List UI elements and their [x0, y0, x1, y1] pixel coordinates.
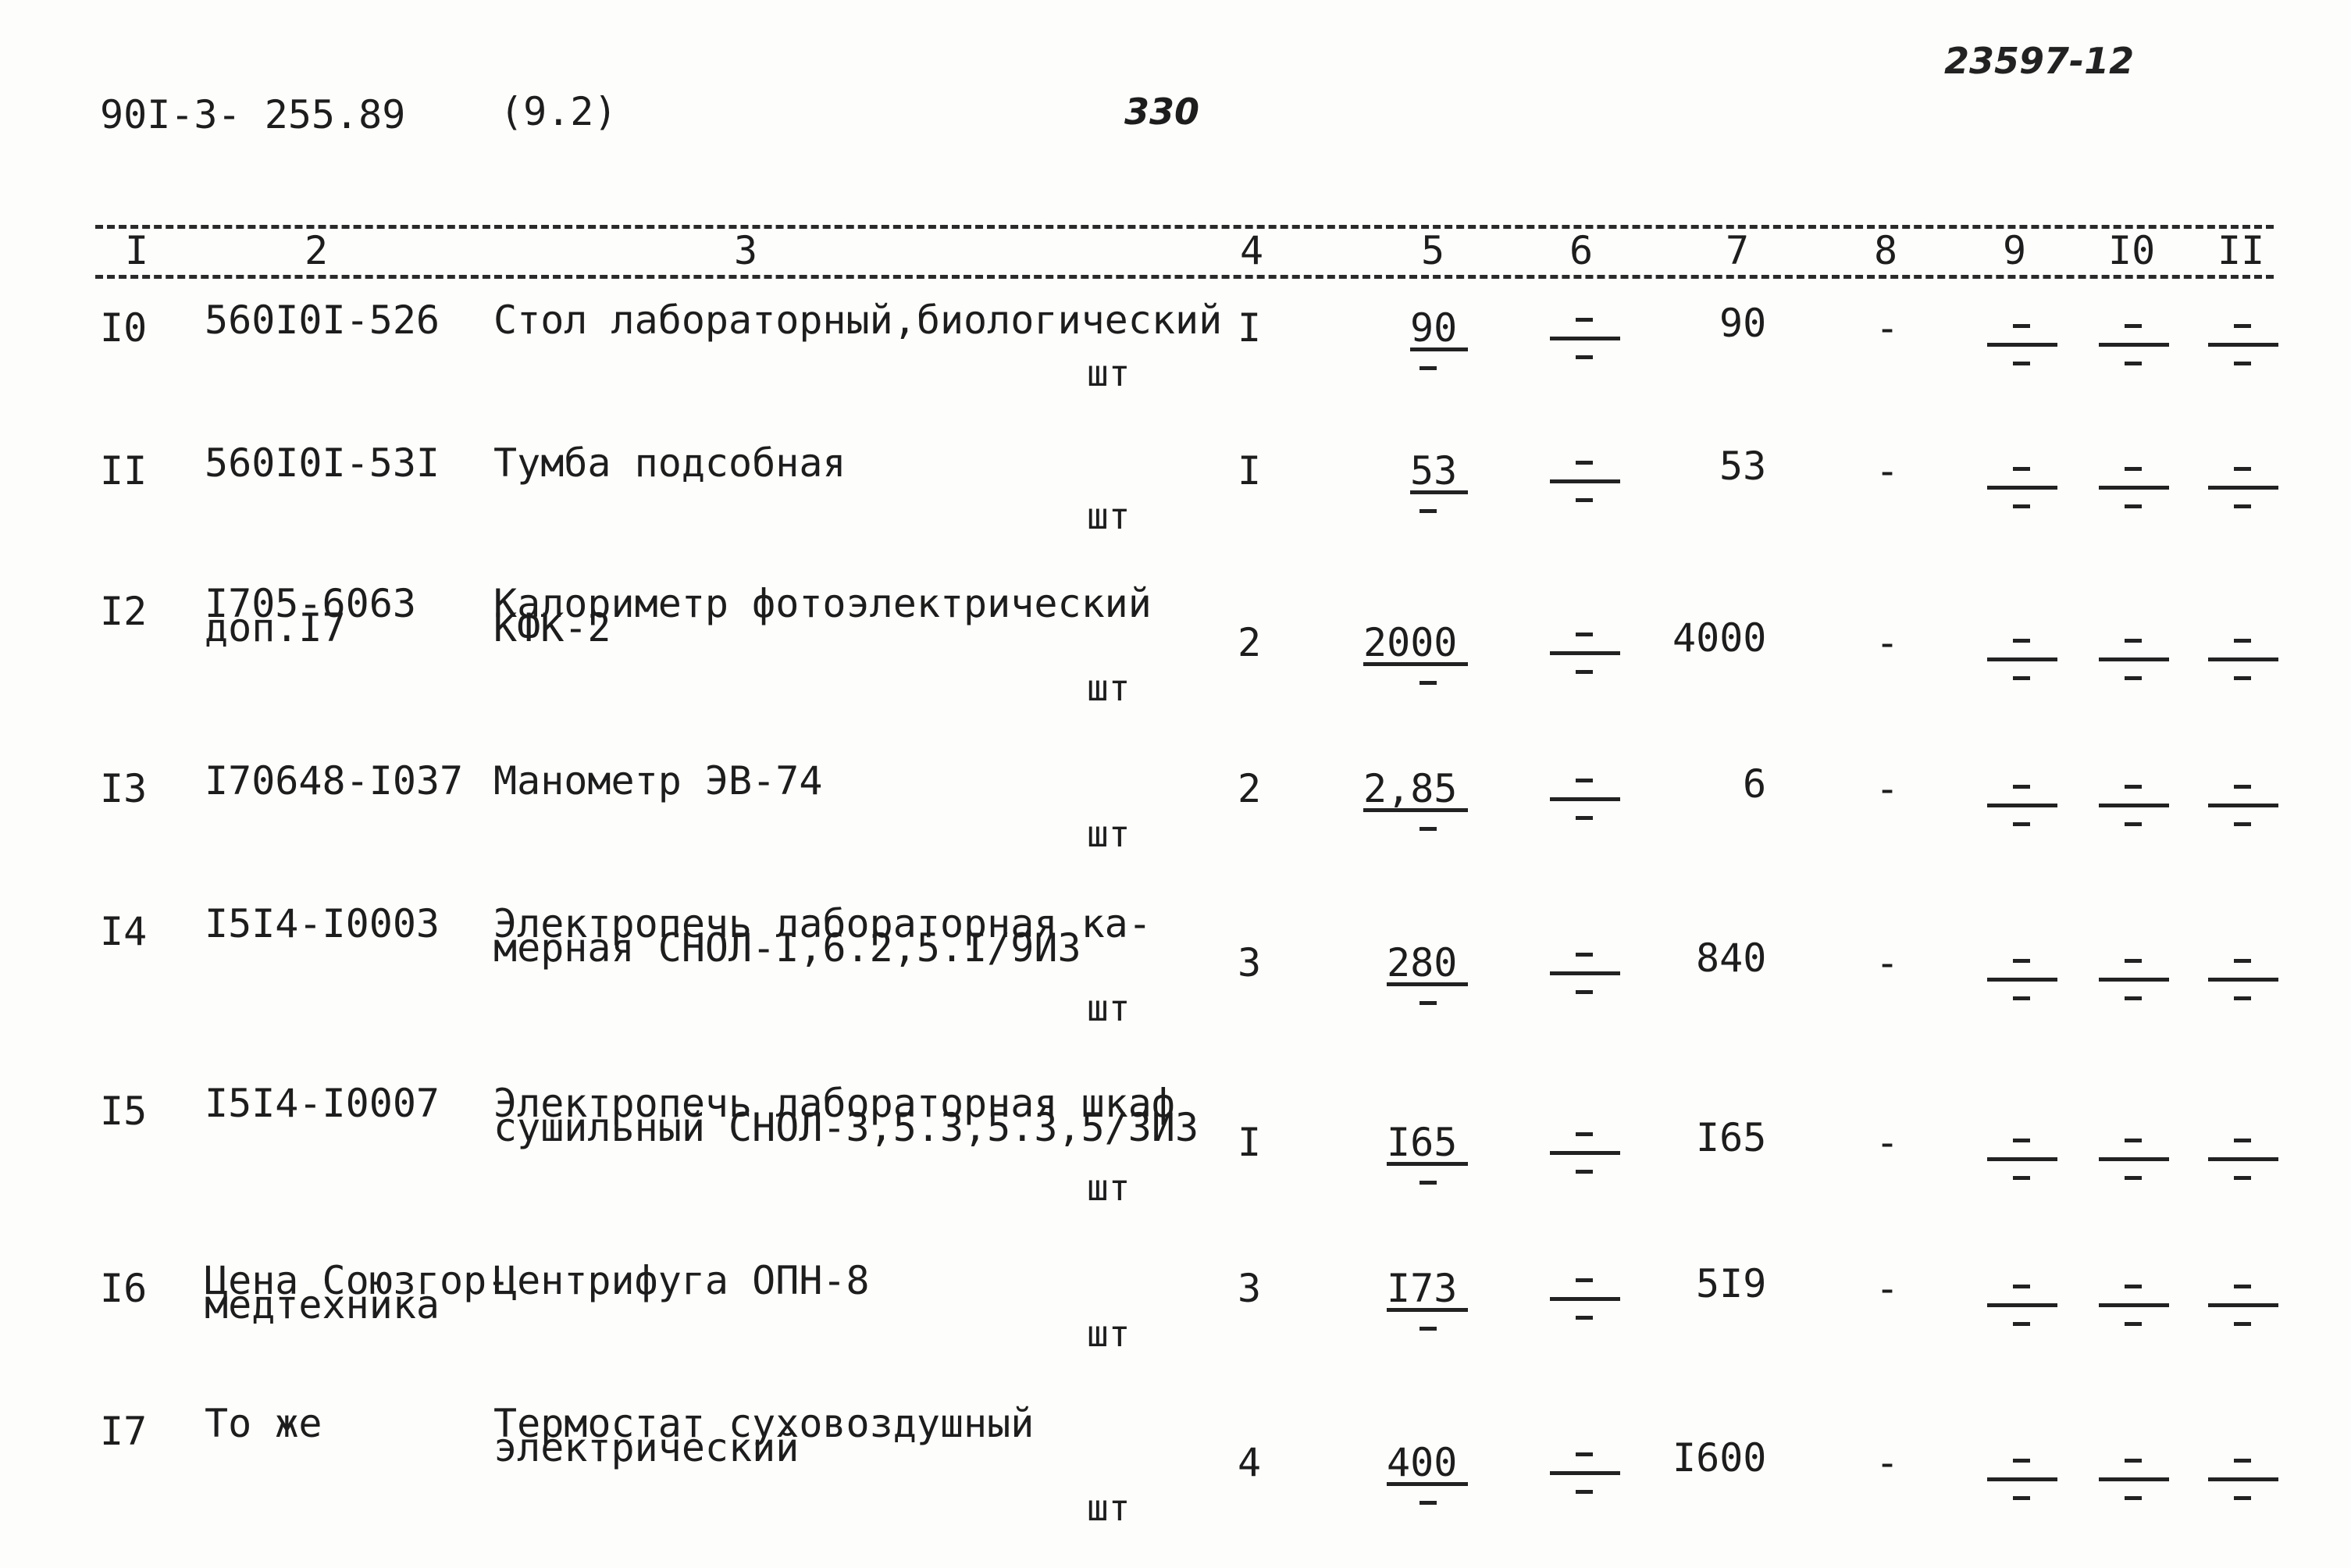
unit-price: 2,85: [1363, 766, 1458, 811]
col8-value: -: [1875, 1266, 1900, 1311]
col6-fraction-dash: [1550, 779, 1620, 825]
unit-of-measure: шт: [1087, 352, 1131, 394]
price-underline: [1410, 490, 1468, 494]
position-number: I0: [100, 305, 148, 351]
unit-price: 53: [1410, 448, 1458, 494]
item-name: Электропечь лабораторная шкаф сушильный СНОЛ-3,5.3,5.3,5/3И3: [493, 1081, 1199, 1150]
price-underline: [1387, 1162, 1468, 1166]
price-dash: [1420, 366, 1437, 370]
unit-price: I65: [1387, 1120, 1458, 1165]
price-underline: [1363, 662, 1468, 666]
col10-fraction-dash: [2099, 785, 2169, 832]
column-header-9: 9: [2003, 228, 2027, 273]
position-number: I2: [100, 589, 148, 634]
catalog-code: I705-6063 доп.I7: [205, 581, 416, 650]
price-underline: [1387, 1482, 1468, 1486]
unit-of-measure: шт: [1087, 495, 1131, 537]
column-header-11: II: [2217, 228, 2265, 273]
col10-fraction-dash: [2099, 1139, 2169, 1185]
column-header-4: 4: [1240, 228, 1264, 273]
catalog-code: 560I0I-53I: [205, 440, 440, 486]
col10-fraction-dash: [2099, 1285, 2169, 1331]
position-number: II: [100, 448, 148, 494]
col9-fraction-dash: [1987, 959, 2057, 1006]
col8-value: -: [1875, 940, 1900, 985]
position-number: I3: [100, 766, 148, 811]
quantity: 3: [1238, 1266, 1262, 1311]
total-price: 90: [1719, 301, 1767, 346]
item-name: Электропечь лабораторная ка- мерная СНОЛ-I,6.2,5.I/9И3: [493, 901, 1152, 971]
col11-fraction-dash: [2208, 324, 2278, 371]
unit-of-measure: шт: [1087, 987, 1131, 1029]
header-top-dashed-rule: [95, 225, 2274, 229]
col9-fraction-dash: [1987, 467, 2057, 514]
unit-of-measure: шт: [1087, 1313, 1131, 1355]
col8-value: -: [1875, 1440, 1900, 1485]
col8-value: -: [1875, 1120, 1900, 1165]
unit-of-measure: шт: [1087, 1487, 1131, 1529]
col6-fraction-dash: [1550, 1132, 1620, 1179]
col11-fraction-dash: [2208, 959, 2278, 1006]
unit-price: 2000: [1363, 620, 1458, 665]
total-price: 5I9: [1696, 1261, 1767, 1306]
document-code: 90I-3- 255.89: [100, 92, 406, 137]
quantity: 2: [1238, 620, 1262, 665]
position-number: I4: [100, 909, 148, 954]
col11-fraction-dash: [2208, 1459, 2278, 1506]
col9-fraction-dash: [1987, 1459, 2057, 1506]
header-bottom-dashed-rule: [95, 275, 2274, 279]
col10-fraction-dash: [2099, 639, 2169, 686]
col10-fraction-dash: [2099, 959, 2169, 1006]
unit-price: I73: [1387, 1266, 1458, 1311]
price-underline: [1410, 347, 1468, 351]
column-header-8: 8: [1874, 228, 1898, 273]
col6-fraction-dash: [1550, 633, 1620, 679]
col6-fraction-dash: [1550, 1278, 1620, 1325]
unit-price: 90: [1410, 305, 1458, 351]
col10-fraction-dash: [2099, 467, 2169, 514]
position-number: I7: [100, 1409, 148, 1454]
item-name: Калориметр фотоэлектрический КФК-2: [493, 581, 1152, 650]
catalog-code: Цена Союзгор- медтехника: [205, 1258, 511, 1327]
col6-fraction-dash: [1550, 953, 1620, 1000]
unit-of-measure: шт: [1087, 1167, 1131, 1209]
col11-fraction-dash: [2208, 1139, 2278, 1185]
price-dash: [1420, 1181, 1437, 1185]
col11-fraction-dash: [2208, 785, 2278, 832]
col9-fraction-dash: [1987, 639, 2057, 686]
total-price: 6: [1743, 761, 1767, 807]
column-header-5: 5: [1421, 228, 1445, 273]
column-header-3: 3: [734, 228, 758, 273]
column-header-1: I: [125, 228, 149, 273]
price-dash: [1420, 827, 1437, 831]
item-name: Тумба подсобная: [493, 440, 846, 486]
col8-value: -: [1875, 620, 1900, 665]
column-header-7: 7: [1726, 228, 1750, 273]
total-price: 4000: [1672, 615, 1767, 661]
col9-fraction-dash: [1987, 785, 2057, 832]
price-underline: [1387, 1308, 1468, 1312]
total-price: I65: [1696, 1115, 1767, 1160]
item-name: Манометр ЭВ-74: [493, 758, 823, 804]
col10-fraction-dash: [2099, 324, 2169, 371]
col8-value: -: [1875, 766, 1900, 811]
catalog-code: I5I4-I0003: [205, 901, 440, 946]
col10-fraction-dash: [2099, 1459, 2169, 1506]
col6-fraction-dash: [1550, 318, 1620, 365]
price-dash: [1420, 1501, 1437, 1505]
section-number: (9.2): [500, 89, 618, 134]
total-price: 53: [1719, 444, 1767, 489]
quantity: 2: [1238, 766, 1262, 811]
column-header-2: 2: [305, 228, 329, 273]
quantity: I: [1238, 305, 1262, 351]
price-dash: [1420, 1001, 1437, 1005]
quantity: 4: [1238, 1440, 1262, 1485]
archive-reference-number: 23597-12: [1944, 40, 2135, 82]
price-dash: [1420, 1327, 1437, 1331]
item-name: Термостат суховоздушный электрический: [493, 1401, 1035, 1470]
col9-fraction-dash: [1987, 1139, 2057, 1185]
unit-of-measure: шт: [1087, 667, 1131, 709]
price-dash: [1420, 681, 1437, 685]
item-name: Стол лабораторный,биологический: [493, 298, 1223, 343]
price-underline: [1363, 808, 1468, 812]
unit-price: 280: [1387, 940, 1458, 985]
col11-fraction-dash: [2208, 467, 2278, 514]
page-number: 330: [1124, 91, 1200, 133]
column-header-6: 6: [1569, 228, 1594, 273]
price-dash: [1420, 509, 1437, 513]
catalog-code: I70648-I037: [205, 758, 464, 804]
col6-fraction-dash: [1550, 461, 1620, 508]
col9-fraction-dash: [1987, 324, 2057, 371]
col11-fraction-dash: [2208, 1285, 2278, 1331]
catalog-code: I5I4-I0007: [205, 1081, 440, 1126]
col6-fraction-dash: [1550, 1452, 1620, 1499]
position-number: I5: [100, 1089, 148, 1134]
col11-fraction-dash: [2208, 639, 2278, 686]
quantity: 3: [1238, 940, 1262, 985]
total-price: 840: [1696, 935, 1767, 981]
col8-value: -: [1875, 448, 1900, 494]
catalog-code: То же: [205, 1401, 322, 1446]
position-number: I6: [100, 1266, 148, 1311]
col8-value: -: [1875, 305, 1900, 351]
price-underline: [1387, 982, 1468, 986]
catalog-code: 560I0I-526: [205, 298, 440, 343]
total-price: I600: [1672, 1435, 1767, 1481]
column-header-10: I0: [2108, 228, 2156, 273]
unit-of-measure: шт: [1087, 813, 1131, 855]
quantity: I: [1238, 448, 1262, 494]
unit-price: 400: [1387, 1440, 1458, 1485]
item-name: Центрифуга ОПН-8: [493, 1258, 870, 1303]
quantity: I: [1238, 1120, 1262, 1165]
col9-fraction-dash: [1987, 1285, 2057, 1331]
